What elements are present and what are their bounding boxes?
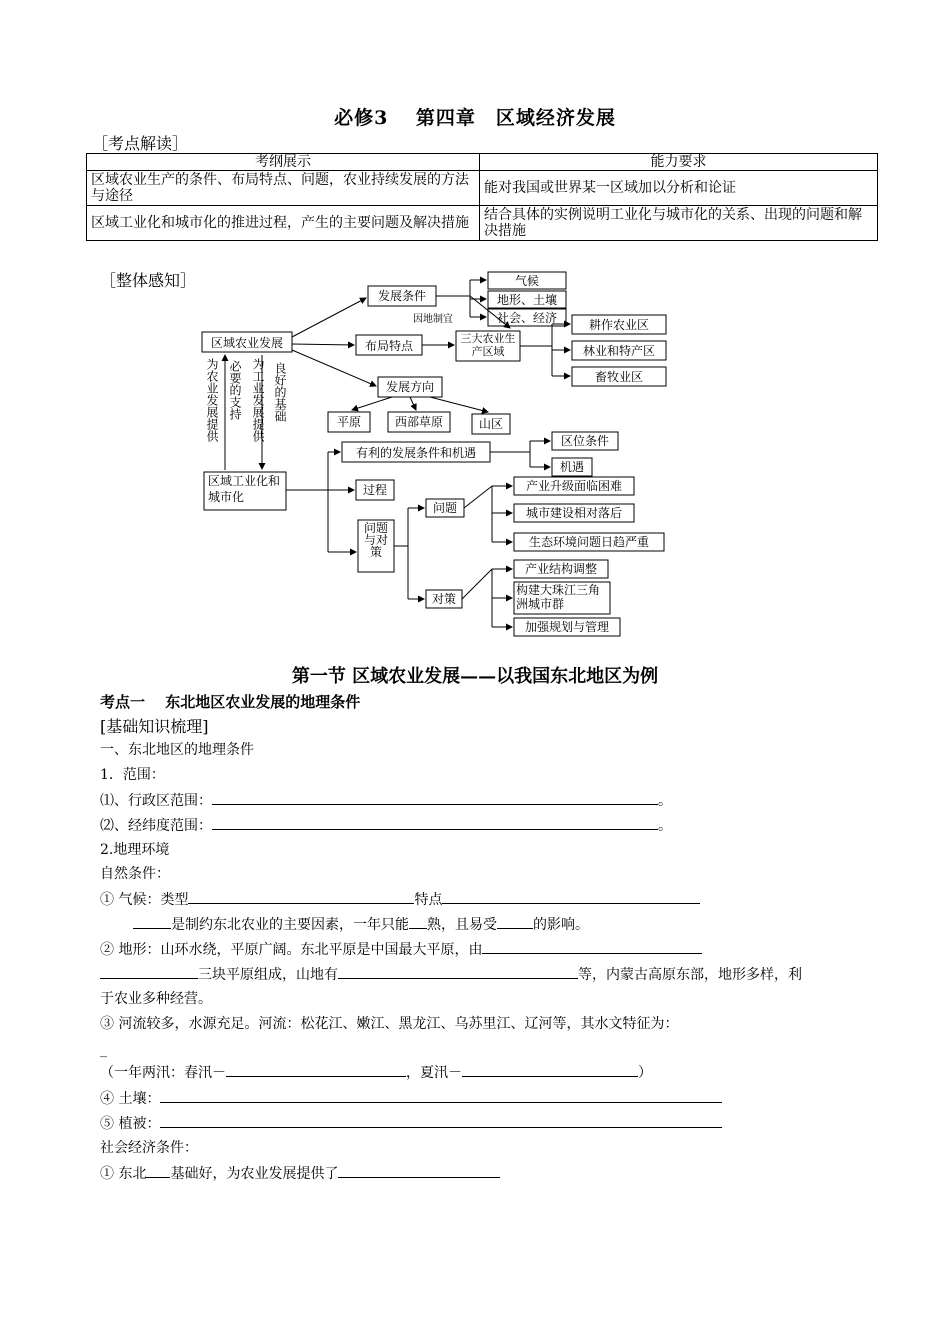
node-farming: 耕作农业区 [588,318,650,332]
answer-blank[interactable] [482,939,702,954]
fill-line-terrain-2 [100,964,802,985]
node-process: 过程 [362,483,388,497]
node-layout: 布局特点 [364,339,414,353]
answer-blank[interactable] [338,964,578,979]
fill-line-terrain [100,939,702,960]
prompt: ） [638,1065,652,1081]
exam-points-table [86,153,878,241]
table-row [87,206,878,241]
table-cell: 能对我国或世界某一区域加以分析和论证 [480,171,878,206]
prompt: 特点 [414,892,443,908]
overview-label: ［整体感知］ [100,271,197,290]
prompt: 熟，且易受 [427,917,497,933]
node-measures: 对策 [431,592,457,606]
answer-blank[interactable] [100,964,198,979]
exam-points-label: ［考点解读］ [92,134,189,153]
prompt: ⑤ 植被： [100,1116,161,1132]
node-location: 区位条件 [560,434,610,448]
table-header-row [87,154,878,171]
answer-blank[interactable] [160,1113,722,1128]
answer-blank[interactable] [133,914,171,929]
prompt: 是制约东北农业的主要因素，一年只能 [171,917,409,933]
node-problems: 问题 [432,501,458,515]
answer-blank[interactable] [497,914,533,929]
node-west-grass: 西部草原 [394,415,444,429]
node-m1: 产业结构调整 [524,562,598,576]
prompt: 三块平原组成，山地有 [198,967,338,983]
node-mountain: 山区 [478,417,504,431]
prompt: ⑵、经纬度范围： [100,818,212,834]
node-opportunity: 机遇 [559,460,585,474]
prompt: （一年两汛：春汛－ [100,1065,226,1081]
fill-line-climate [100,889,700,910]
prompt: ，夏汛－ [406,1065,462,1081]
text-line: _ [100,1042,107,1058]
fill-line-soil [100,1088,722,1109]
label-far: 良好的基础 [273,362,287,422]
label-mid: 必要的支持 [228,360,242,420]
node-social: 社会、经济 [496,311,558,325]
prompt: 等，内蒙古高原东部，地形多样，利 [578,967,802,983]
node-adapt: 因地制宜 [413,314,453,325]
answer-blank[interactable] [212,815,658,830]
fill-line-latlon [100,815,672,836]
answer-blank[interactable] [146,1163,170,1178]
table-cell: 区域农业生产的条件、布局特点、问题，农业持续发展的方法与途径 [87,171,480,206]
answer-blank[interactable] [212,790,658,805]
text-line: 一、东北地区的地理条件 [100,742,254,758]
text-line: 1．范围： [100,767,165,783]
text-line: 社会经济条件： [100,1140,198,1156]
fill-line-socio [100,1163,500,1184]
point-heading: 考点一 东北地区农业发展的地理条件 [100,693,361,711]
node-terrain: 地形、土壤 [496,293,558,307]
node-p1: 产业升级面临困难 [525,479,623,493]
text-line: 自然条件： [100,866,170,882]
prompt: ① 气候：类型 [100,892,189,908]
node-forestry: 林业和特产区 [582,344,656,358]
table-cell: 结合具体的实例说明工业化与城市化的关系、出现的问题和解决措施 [480,206,878,241]
fill-line-admin [100,790,672,811]
answer-blank[interactable] [338,1163,500,1178]
node-conditions: 发展条件 [377,289,427,303]
text-line: 2.地理环境 [100,842,170,858]
section-title: 第一节 区域农业发展——以我国东北地区为例 [291,666,659,687]
table-header: 能力要求 [480,154,878,171]
node-p3: 生态环境问题日趋严重 [528,535,650,549]
answer-blank[interactable] [188,889,414,904]
node-favorable: 有利的发展条件和机遇 [355,446,477,460]
node-direction: 发展方向 [385,380,435,394]
table-row [87,171,878,206]
fill-line-climate-2 [133,914,589,935]
answer-blank[interactable] [409,914,427,929]
prompt: 的影响。 [533,917,589,933]
fill-line-vegetation [100,1113,722,1134]
node-climate: 气候 [514,274,540,288]
fill-line-floods [100,1062,652,1083]
node-m2: 构建大珠江三角洲城市群 [516,583,601,611]
answer-blank[interactable] [226,1062,406,1077]
label-left: 为农业发展提供 [205,358,219,442]
concept-diagram [170,262,710,642]
table-cell: 区域工业化和城市化的推进过程，产生的主要问题及解决措施 [87,206,480,241]
text-line: ③ 河流较多，水源充足。河流：松花江、嫩江、黑龙江、乌苏里江、辽河等，其水文特征为： [100,1016,679,1032]
prompt: 基础好，为农业发展提供了 [170,1166,339,1182]
prompt: ④ 土壤： [100,1091,161,1107]
basic-knowledge-label: [基础知识梳理] [100,717,209,736]
prompt: 。 [658,818,672,834]
node-livestock: 畜牧业区 [594,370,644,384]
node-p2: 城市建设相对落后 [525,506,623,520]
node-three-zones: 三大农业生产区域 [460,332,516,358]
prompt: ② 地形：山环水绕，平原广阔。东北平原是中国最大平原，由 [100,942,483,958]
node-industry: 区域工业化和城市化 [208,474,281,504]
node-agri: 区域农业发展 [210,336,284,350]
node-m3: 加强规划与管理 [524,620,610,634]
prompt: 。 [658,793,672,809]
node-plain: 平原 [336,415,362,429]
node-problems-measures: 问题与对策 [363,522,388,559]
prompt: ⑴、行政区范围： [100,793,212,809]
prompt: ① 东北 [100,1166,147,1182]
text-line: 于农业多种经营。 [100,991,212,1007]
table-header: 考纲展示 [87,154,480,171]
answer-blank[interactable] [442,889,700,904]
answer-blank[interactable] [462,1062,638,1077]
page-title: 必修3 第四章 区域经济发展 [334,107,616,129]
answer-blank[interactable] [160,1088,722,1103]
label-right: 为工业发展提供 [251,358,265,442]
